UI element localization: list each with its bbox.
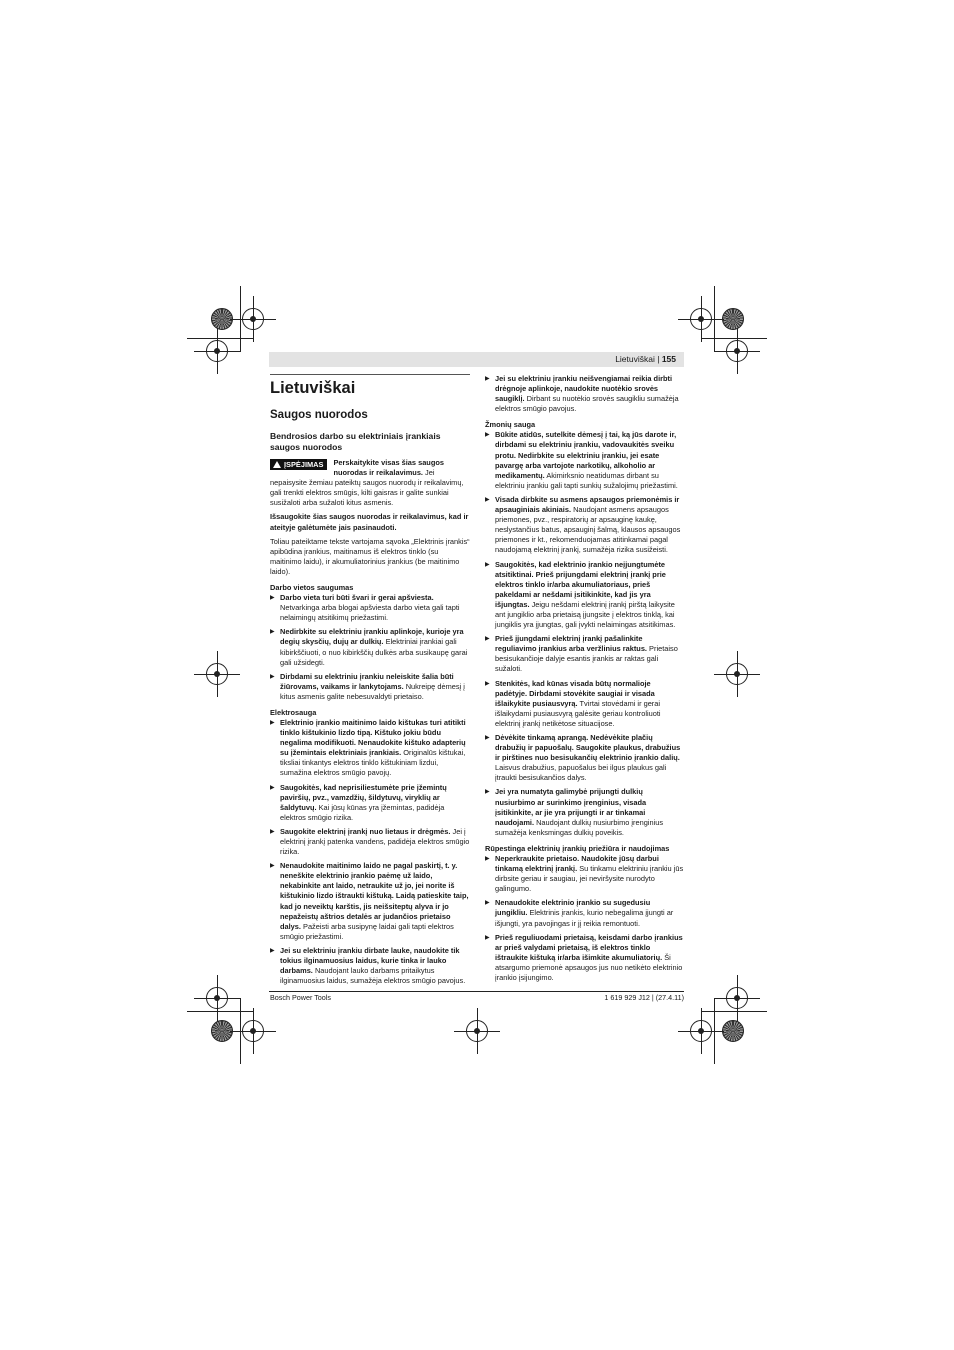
item-bold: Saugokite elektrinį įrankį nuo lietaus ir drėgmės.: [280, 826, 451, 836]
list-item: [270, 627, 470, 667]
keep-notice: Išsaugokite šias saugos nuorodas ir reikalavimus, kad ir ateityje galėtumėte jais pasinaudoti.: [270, 512, 469, 532]
list-item: [485, 787, 684, 837]
list-item: [270, 827, 470, 857]
warning-badge: [270, 459, 327, 470]
item-bold: Dėvėkite tinkamą aprangą. Nedėvėkite plačių drabužių ir papuošalų. Saugokite plaukus, drabužius ir pirštines nuo besisukančių elektrinio įrankio dalių.: [495, 733, 681, 763]
warning-badge-label: ĮSPĖJIMAS: [284, 460, 324, 469]
list-item: [270, 946, 470, 986]
trim-line: [187, 1011, 253, 1012]
page-title: Lietuviškai: [270, 379, 356, 397]
bullet-list: [485, 854, 684, 983]
item-text: Laisvus drabužius, papuošalus bei ilgus plaukus gali įtraukti besisukančios dalys.: [495, 763, 667, 783]
item-text: Ši atsargumo priemonė apsaugos jus nuo netikėto elektrinio įrankio įsijungimo.: [495, 952, 683, 982]
item-bold: Neperkraukite prietaiso. Naudokite jūsų darbui tinkamą elektrinį įrankį.: [495, 853, 659, 874]
item-text: Naudojant dulkių nusiurbimo įrenginius sumažėja kenksmingas dulkių poveikis.: [495, 817, 664, 837]
item-text: Originalūs kištukai, tiksliai tinkantys elektros tinklo kištukiniam lizdui, sumažina elektros smūgio pavojų.: [280, 748, 466, 778]
item-text: Tvirtai stovėdami ir gerai išlaikydami pusiausvyrą galėsite geriau kontroliuoti elektrinį įrankį netikėtose situacijose.: [495, 698, 661, 728]
item-text: Prietaiso besisukančioje dalyje esantis įrankis ar raktas gali sužaloti.: [495, 644, 678, 674]
item-bold: Jei yra numatyta galimybė prijungti dulkių nusiurbimo ar surinkimo įrenginius, visada įsitikinkite, ar jie yra prijungti ir ar tinkamai naudojami.: [495, 787, 647, 827]
subsection-heading: Darbo vietos saugumas: [270, 583, 354, 593]
bullet-list: [270, 593, 470, 702]
item-bold: Prieš reguliuodami prietaisą, keisdami darbo įrankius ar prieš valydami prietaisą, iš elektros tinklo ištraukite kištuką ir/arba išimkite akumuliatorių.: [495, 932, 683, 962]
item-bold: Būkite atidūs, sutelkite dėmesį į tai, ką jūs darote ir, dirbdami su elektriniu įrankiu, vadovaukitės sveiku protu. Nedirbkite su elektriniu įrankiu, jei esate pavargę arba vartojote narkotikų, alkoholio ar medikamentų.: [495, 430, 677, 480]
bullet-list: [270, 718, 470, 986]
item-text: Jei į elektrinį įrankį patenka vandens, padidėja elektros smūgio rizika.: [280, 826, 470, 857]
trim-line: [701, 338, 767, 339]
item-bold: Jei su elektriniu įrankiu dirbate lauke, naudokite tik tokius ilginamuosius laidus, kurie tinka ir lauko darbams.: [280, 945, 460, 976]
item-text: Naudojant asmens apsaugos priemones, pvz., respiratorių ar apsauginę kaukę, neslystančius batus, apsauginį šalmą, klausos apsaugos priemones ir kt., rekomenduojamas atitinkamai pagal naudojamą elektrinį įrankį, sumažėja rizika susižeisti.: [495, 505, 681, 555]
item-text: Netvarkinga arba blogai apšviesta darbo vieta gali tapti nelaimingų atsitikimų priežastimi.: [280, 603, 460, 623]
item-bold: Visada dirbkite su asmens apsaugos priemonėmis ir apsauginiais akiniais.: [495, 494, 680, 515]
item-bold: Elektrinio įrankio maitinimo laido kištukas turi atitikti tinklo kištukinio lizdo tipą. Kištuko jokiu būdu negalima modifikuoti. Nenaudokite kištuko adapterių su įžemintais elektriniais įrankiais.: [280, 717, 466, 758]
list-item: [485, 495, 684, 556]
item-text: Pažeisti arba susipynę laidai gali tapti elektros smūgio priežastimi.: [280, 921, 454, 941]
warning-lead: Perskaitykite visas šias saugos nuorodas ir reikalavimus.: [333, 458, 444, 478]
list-item: [485, 933, 684, 983]
intro-list: [485, 374, 684, 414]
header-section: Lietuviškai: [615, 354, 655, 364]
item-bold: Saugokitės, kad elektrinio įrankio neįjungtumėte atsitiktinai. Prieš prijungdami elektrinį įrankį prie elektros tinklo ir/arba akumuliatoriaus, prieš pakeldami ar nešdami įsitikinkite, kad jis yra išjungtas.: [495, 559, 666, 609]
header-text: Lietuviškai | 155: [615, 354, 676, 364]
list-item: [485, 374, 684, 414]
general-heading: Bendrosios darbo su elektriniais įrankiais saugos nuorodos: [270, 431, 441, 452]
footer-brand: Bosch Power Tools: [270, 993, 331, 1002]
item-bold: Nedirbkite su elektriniu įrankiu aplinkoje, kurioje yra degių skysčių, dujų ar dulkių.: [280, 627, 464, 647]
list-item: [485, 733, 684, 783]
trim-line: [240, 998, 241, 1064]
item-bold: Saugokitės, kad neprisiliestumėte prie įžemintų paviršių, pvz., vamzdžių, šildytuvų, viryklių ar šaldytuvų.: [280, 782, 447, 812]
list-item: [270, 718, 470, 779]
left-sections: [270, 583, 470, 986]
footer-rule: [269, 991, 684, 992]
item-text: Elektrinis įrankis, kurio nebegalima įjungti ar išjungti, yra pavojingas ir jį reikia remontuoti.: [495, 908, 674, 928]
warning-icon: [273, 461, 281, 468]
trim-line: [240, 286, 241, 352]
list-item: [270, 783, 470, 823]
bullet-list: [485, 430, 684, 838]
list-item: [485, 898, 684, 928]
page-header: [269, 352, 684, 367]
warning-text: Jei nepaisysite žemiau pateiktų saugos nuorodų ir reikalavimų, gali trenkti elektros smūgis, kilti gaisras ir galite sunkiai susižaloti arba sužaloti kitus asmenis.: [270, 468, 464, 508]
color-bar-disc: [722, 308, 744, 330]
item-text: Elektriniai įrankiai gali kibirkščiuoti, o nuo kibirkščių dulkės arba susikaupę garai gali užsidegti.: [280, 637, 468, 667]
footer-doc-code: 1 619 929 J12 | (27.4.11): [604, 993, 684, 1002]
item-bold: Jei su elektriniu įrankiu neišvengiamai reikia dirbti drėgnoje aplinkoje, naudokite nuotėkio srovės saugiklį.: [495, 374, 673, 404]
list-item: [270, 672, 470, 702]
item-text: Nukreipę dėmesį į kitus asmenis galite nebesuvaldyti prietaiso.: [280, 681, 465, 701]
item-bold: Nenaudokite elektrinio įrankio su sugedusiu jungikliu.: [495, 898, 651, 918]
item-bold: Darbo vieta turi būti švari ir gerai apšviesta.: [280, 593, 434, 603]
section-title: Saugos nuorodos: [270, 409, 368, 421]
item-text: Dirbant su nuotėkio srovės saugikliu sumažėja elektros smūgio pavojus.: [495, 394, 679, 414]
warning-block: [270, 458, 470, 508]
list-item: [485, 854, 684, 894]
left-column: [270, 374, 470, 990]
title-rule: [270, 374, 470, 375]
page-number: 155: [661, 354, 676, 364]
trim-line: [187, 338, 253, 339]
list-item: [485, 634, 684, 674]
item-text: Jeigu nešdami elektrinį įrankį pirštą laikysite ant jungiklio arba prietaisą įjungsite į elektros tinklą, kai jungiklis yra įjungtas, gali įvykti nelaimingas atsitikimas.: [495, 599, 676, 630]
right-sections: [485, 420, 684, 983]
item-text: Su tinkamu elektriniu įrankiu jūs dirbsite geriau ir saugiau, jei neviršysite nurodyto galingumo.: [495, 864, 684, 894]
definition-text: Toliau pateiktame tekste vartojama sąvoka „Elektrinis įrankis“ apibūdina įrankius, maitinamus iš elektros tinklo (su maitinimo laidu), ir akumuliatorinius įrankius (be maitinimo laido).: [270, 536, 470, 576]
list-item: [270, 861, 470, 942]
subsection-heading: Žmonių sauga: [485, 420, 536, 430]
item-bold: Prieš įjungdami elektrinį įrankį pašalinkite reguliavimo įrankius arba veržlinius raktus.: [495, 634, 647, 654]
item-bold: Nenaudokite maitinimo laido ne pagal paskirtį, t. y. neneškite elektrinio įrankio paėmę už laido, nekabinkite ant laido, netraukite už jo, jei norite iš kištukinio lizdo ištraukti kištuką. Laidą patieskite taip, kad jo neveiktų karštis, jis neišsiteptų alyva ir jo nepažeistų aštrios detalės ar judančios prietaiso dalys.: [280, 861, 469, 931]
trim-line: [714, 998, 715, 1064]
item-bold: Stenkitės, kad kūnas visada būtų normalioje padėtyje. Dirbdami stovėkite saugiai ir visada išlaikykite pusiausvyrą.: [495, 678, 655, 708]
list-item: [485, 560, 684, 631]
trim-line: [714, 286, 715, 352]
list-item: [485, 430, 684, 491]
subsection-heading: Rūpestinga elektrinių įrankių priežiūra ir naudojimas: [485, 843, 670, 853]
item-text: Akimirksnio neatidumas dirbant su elektriniu įrankiu gali tapti sunkių sužalojimų priežastimi.: [495, 470, 678, 490]
right-column: [485, 374, 684, 987]
subsection-heading: Elektrosauga: [270, 707, 317, 717]
item-text: Naudojant lauko darbams pritaikytus ilginamuosius laidus, sumažėja elektros smūgio pavojus.: [280, 966, 466, 986]
list-item: [485, 679, 684, 729]
list-item: [270, 593, 470, 623]
trim-line: [701, 1011, 767, 1012]
item-text: Kai jūsų kūnas yra įžemintas, padidėja elektros smūgio rizika.: [280, 802, 445, 822]
item-bold: Dirbdami su elektriniu įrankiu neleiskite šalia būti žiūrovams, vaikams ir lankytojams.: [280, 671, 454, 691]
color-bar-disc: [722, 1020, 744, 1042]
